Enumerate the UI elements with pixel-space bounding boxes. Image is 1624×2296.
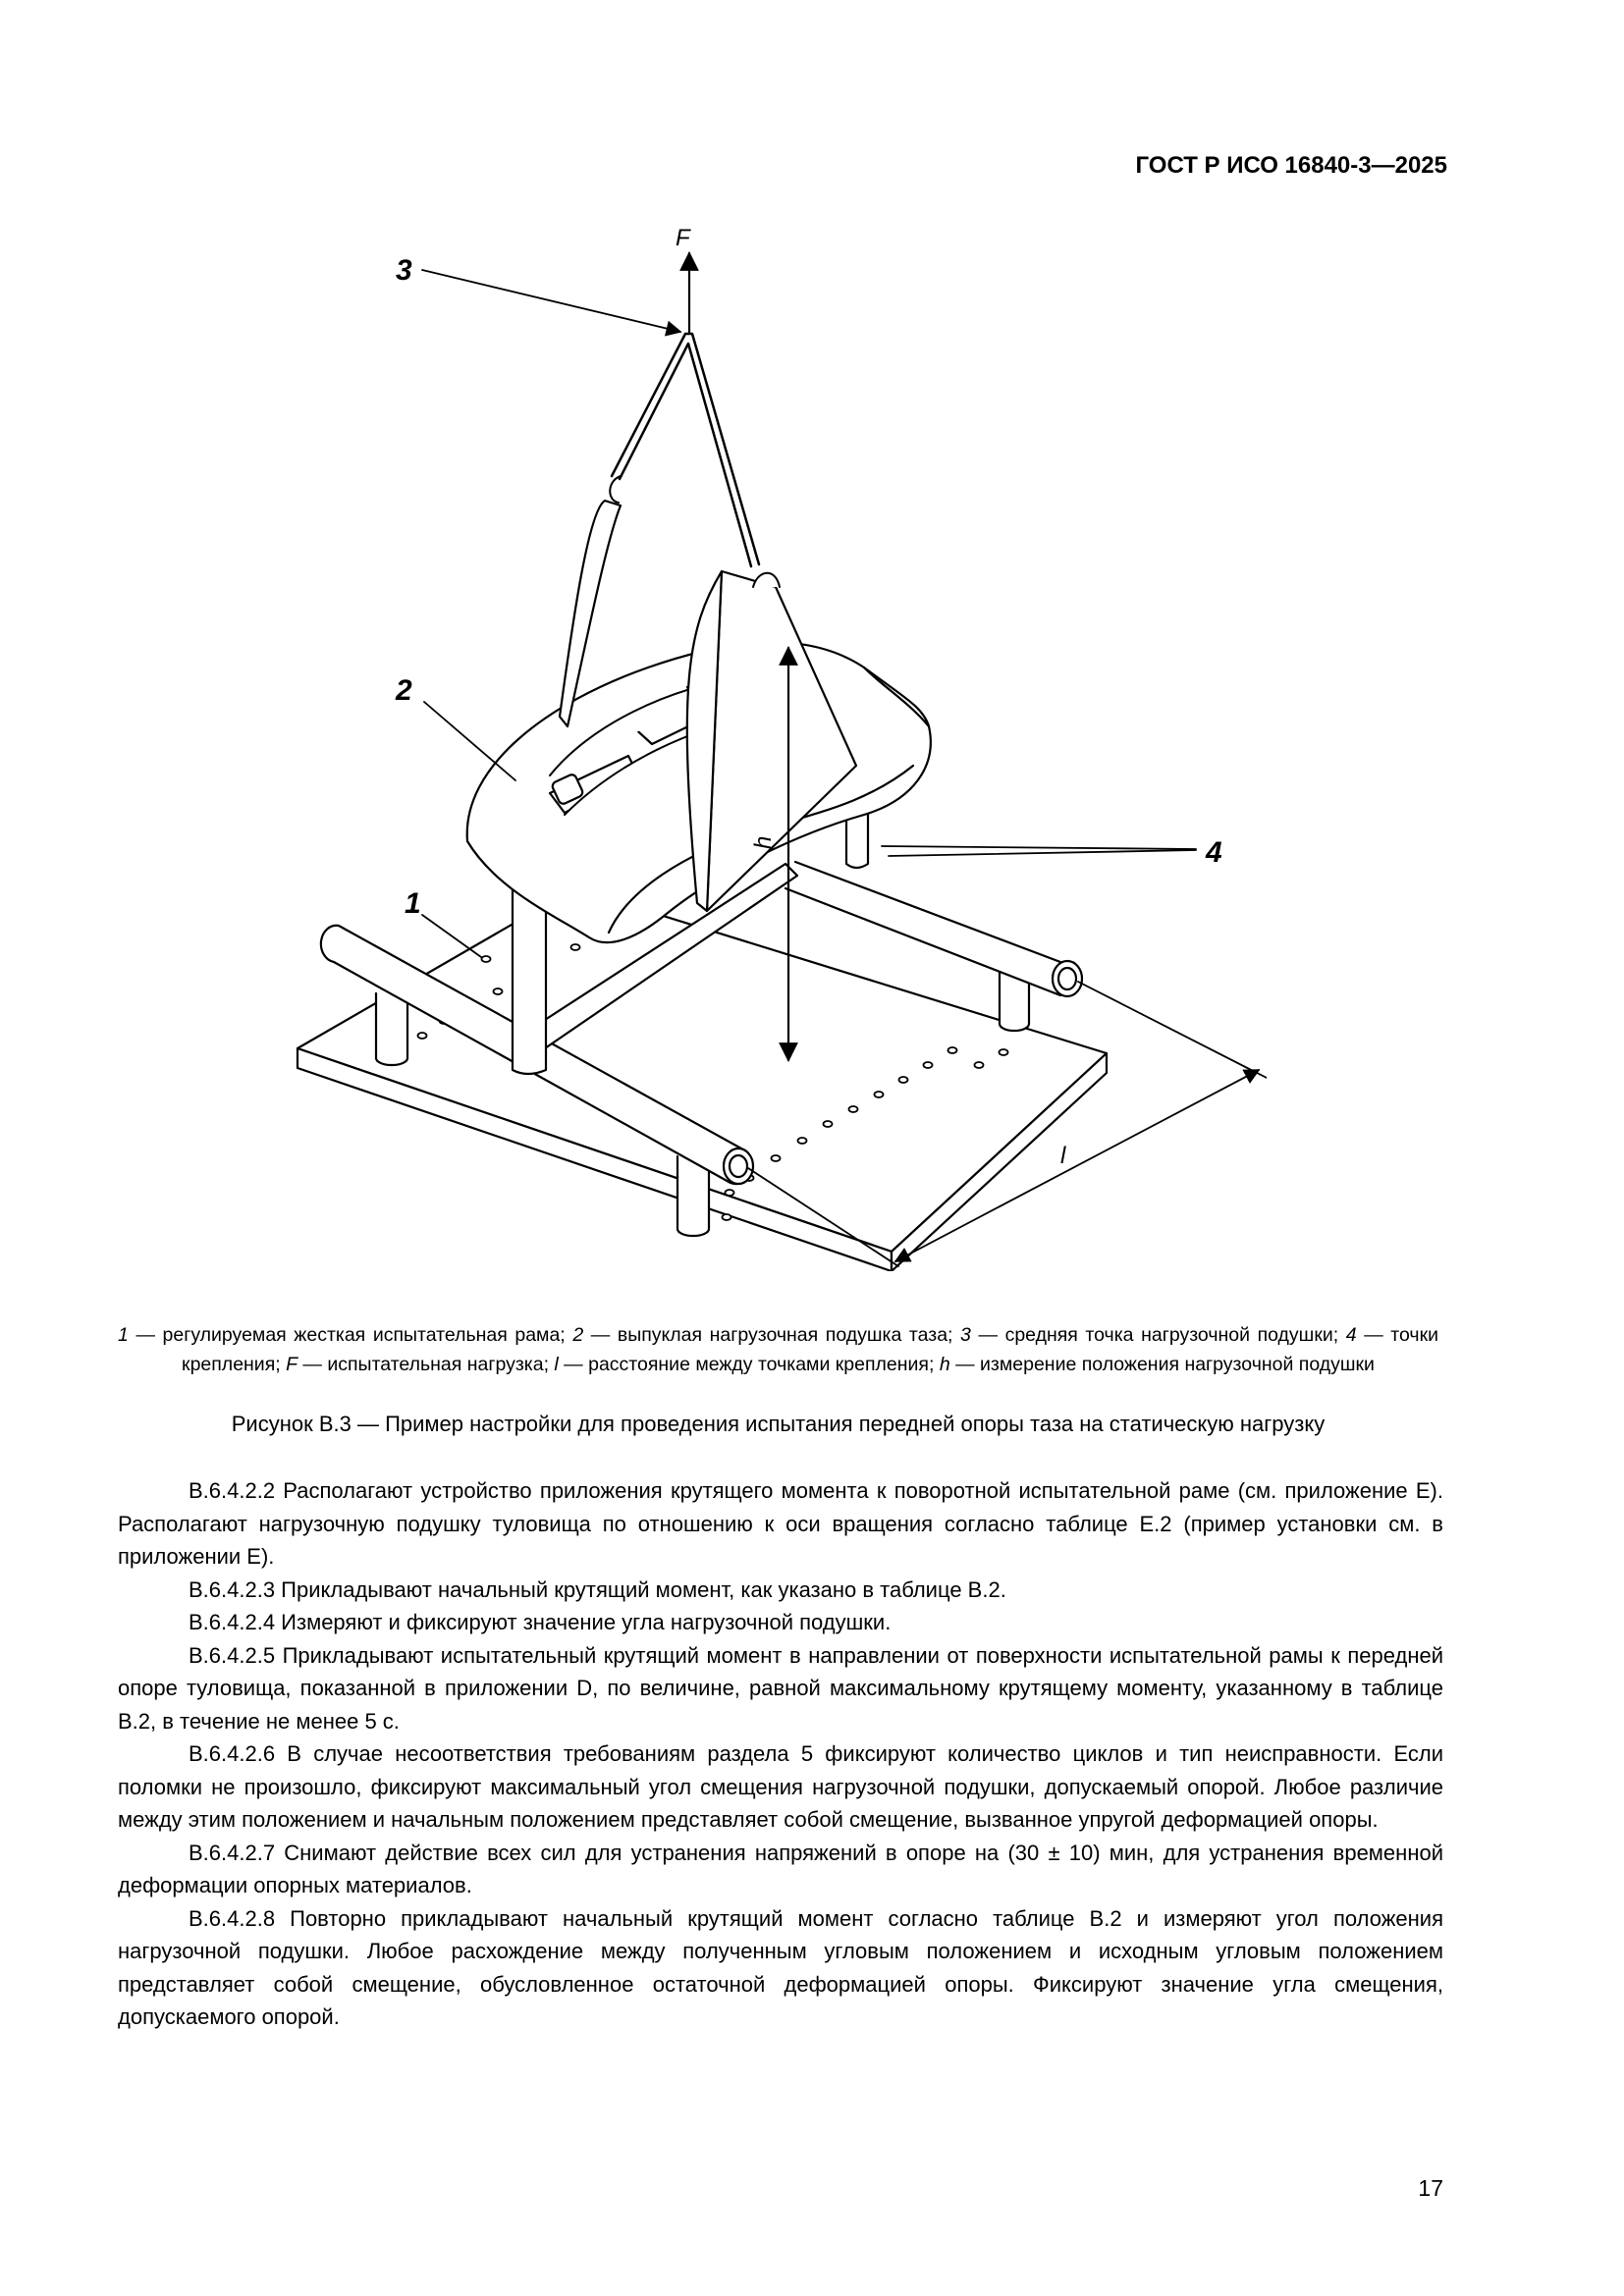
callout-2: 2 xyxy=(396,674,412,707)
distance-label: l xyxy=(1060,1143,1066,1169)
document-header: ГОСТ Р ИСО 16840-3—2025 xyxy=(1135,152,1447,179)
paragraph-b6426: B.6.4.2.6 В случае несоответствия требованиям раздела 5 фиксируют количество циклов и тип неисправности. Если поломки не произошло, фиксируют максимальный угол смещения нагрузочной подушки, допускаемый опорой. Любое различие между этим положением и начальным положением представляет собой смещение, вызванное упругой деформацией опоры. xyxy=(118,1741,1443,1832)
legend-key-3: 3 xyxy=(960,1324,971,1346)
paragraph-b6423: B.6.4.2.3 Прикладывают начальный крутящий момент, как указано в таблице B.2. xyxy=(189,1576,1006,1602)
legend-text-4: — точки крепления; xyxy=(182,1324,1438,1375)
legend-text-3: — средняя точка нагрузочной подушки; xyxy=(970,1324,1346,1346)
figure-caption: Рисунок B.3 — Пример настройки для проведения испытания передней опоры таза на статическую нагрузку xyxy=(231,1412,1326,1436)
legend-text-l: — расстояние между точками крепления; xyxy=(558,1354,940,1375)
legend-key-2: 2 xyxy=(572,1324,584,1346)
page-number: 17 xyxy=(1418,2175,1443,2201)
test-setup-figure xyxy=(285,221,1267,1271)
legend-key-4: 4 xyxy=(1345,1324,1357,1346)
paragraph-b6425: B.6.4.2.5 Прикладывают испытательный крутящий момент в направлении от поверхности испытательной рамы к передней опоре туловища, показанной в приложении D, по величине, равной максимальному крутящему моменту, указанному в таблице B.2, в течение не менее 5 с. xyxy=(118,1642,1443,1734)
callout-1: 1 xyxy=(405,887,421,920)
paragraph-b6428: B.6.4.2.8 Повторно прикладывают начальный крутящий момент согласно таблице B.2 и измеряют угол положения нагрузочной подушки. Любое расхождение между полученным угловым положением и исходным угловым положением представляет собой смещение, обусловленное остаточной деформацией опоры. Фиксируют значение угла смещения, допускаемого опорой. xyxy=(118,1905,1443,2029)
legend-key-1: 1 xyxy=(118,1324,129,1346)
legend-text-h: — измерение положения нагрузочной подушки xyxy=(949,1354,1375,1375)
paragraph-b6424: B.6.4.2.4 Измеряют и фиксируют значение угла нагрузочной подушки. xyxy=(189,1610,892,1634)
body-text xyxy=(118,1474,1443,2034)
paragraph-b6427: B.6.4.2.7 Снимают действие всех сил для устранения напряжений в опоре на (30 ± 10) мин, для устранения временной деформации опорных материалов. xyxy=(118,1840,1443,1897)
load-sling xyxy=(612,334,759,566)
paragraph-b6422: B.6.4.2.2 Располагают устройство приложения крутящего момента к поворотной испытательной раме (см. приложение E). Располагают нагрузочную подушку туловища по отношению к оси вращения согласно таблице E.2 (пример установки см. в приложении E). xyxy=(118,1478,1443,1569)
callout-3: 3 xyxy=(396,254,412,287)
legend-key-h: h xyxy=(939,1354,950,1375)
height-label: h xyxy=(750,835,777,849)
legend-text-2: — выпуклая нагрузочная подушка таза; xyxy=(583,1324,961,1346)
legend-text-F: — испытательная нагрузка; xyxy=(298,1354,555,1375)
legend-key-F: F xyxy=(286,1354,298,1375)
legend-text-1: — регулируемая жесткая испытательная рама; xyxy=(128,1324,573,1346)
force-label: F xyxy=(676,225,690,251)
callout-4: 4 xyxy=(1206,836,1222,869)
figure-legend xyxy=(118,1320,1438,1379)
legend-key-l: l xyxy=(554,1354,559,1375)
